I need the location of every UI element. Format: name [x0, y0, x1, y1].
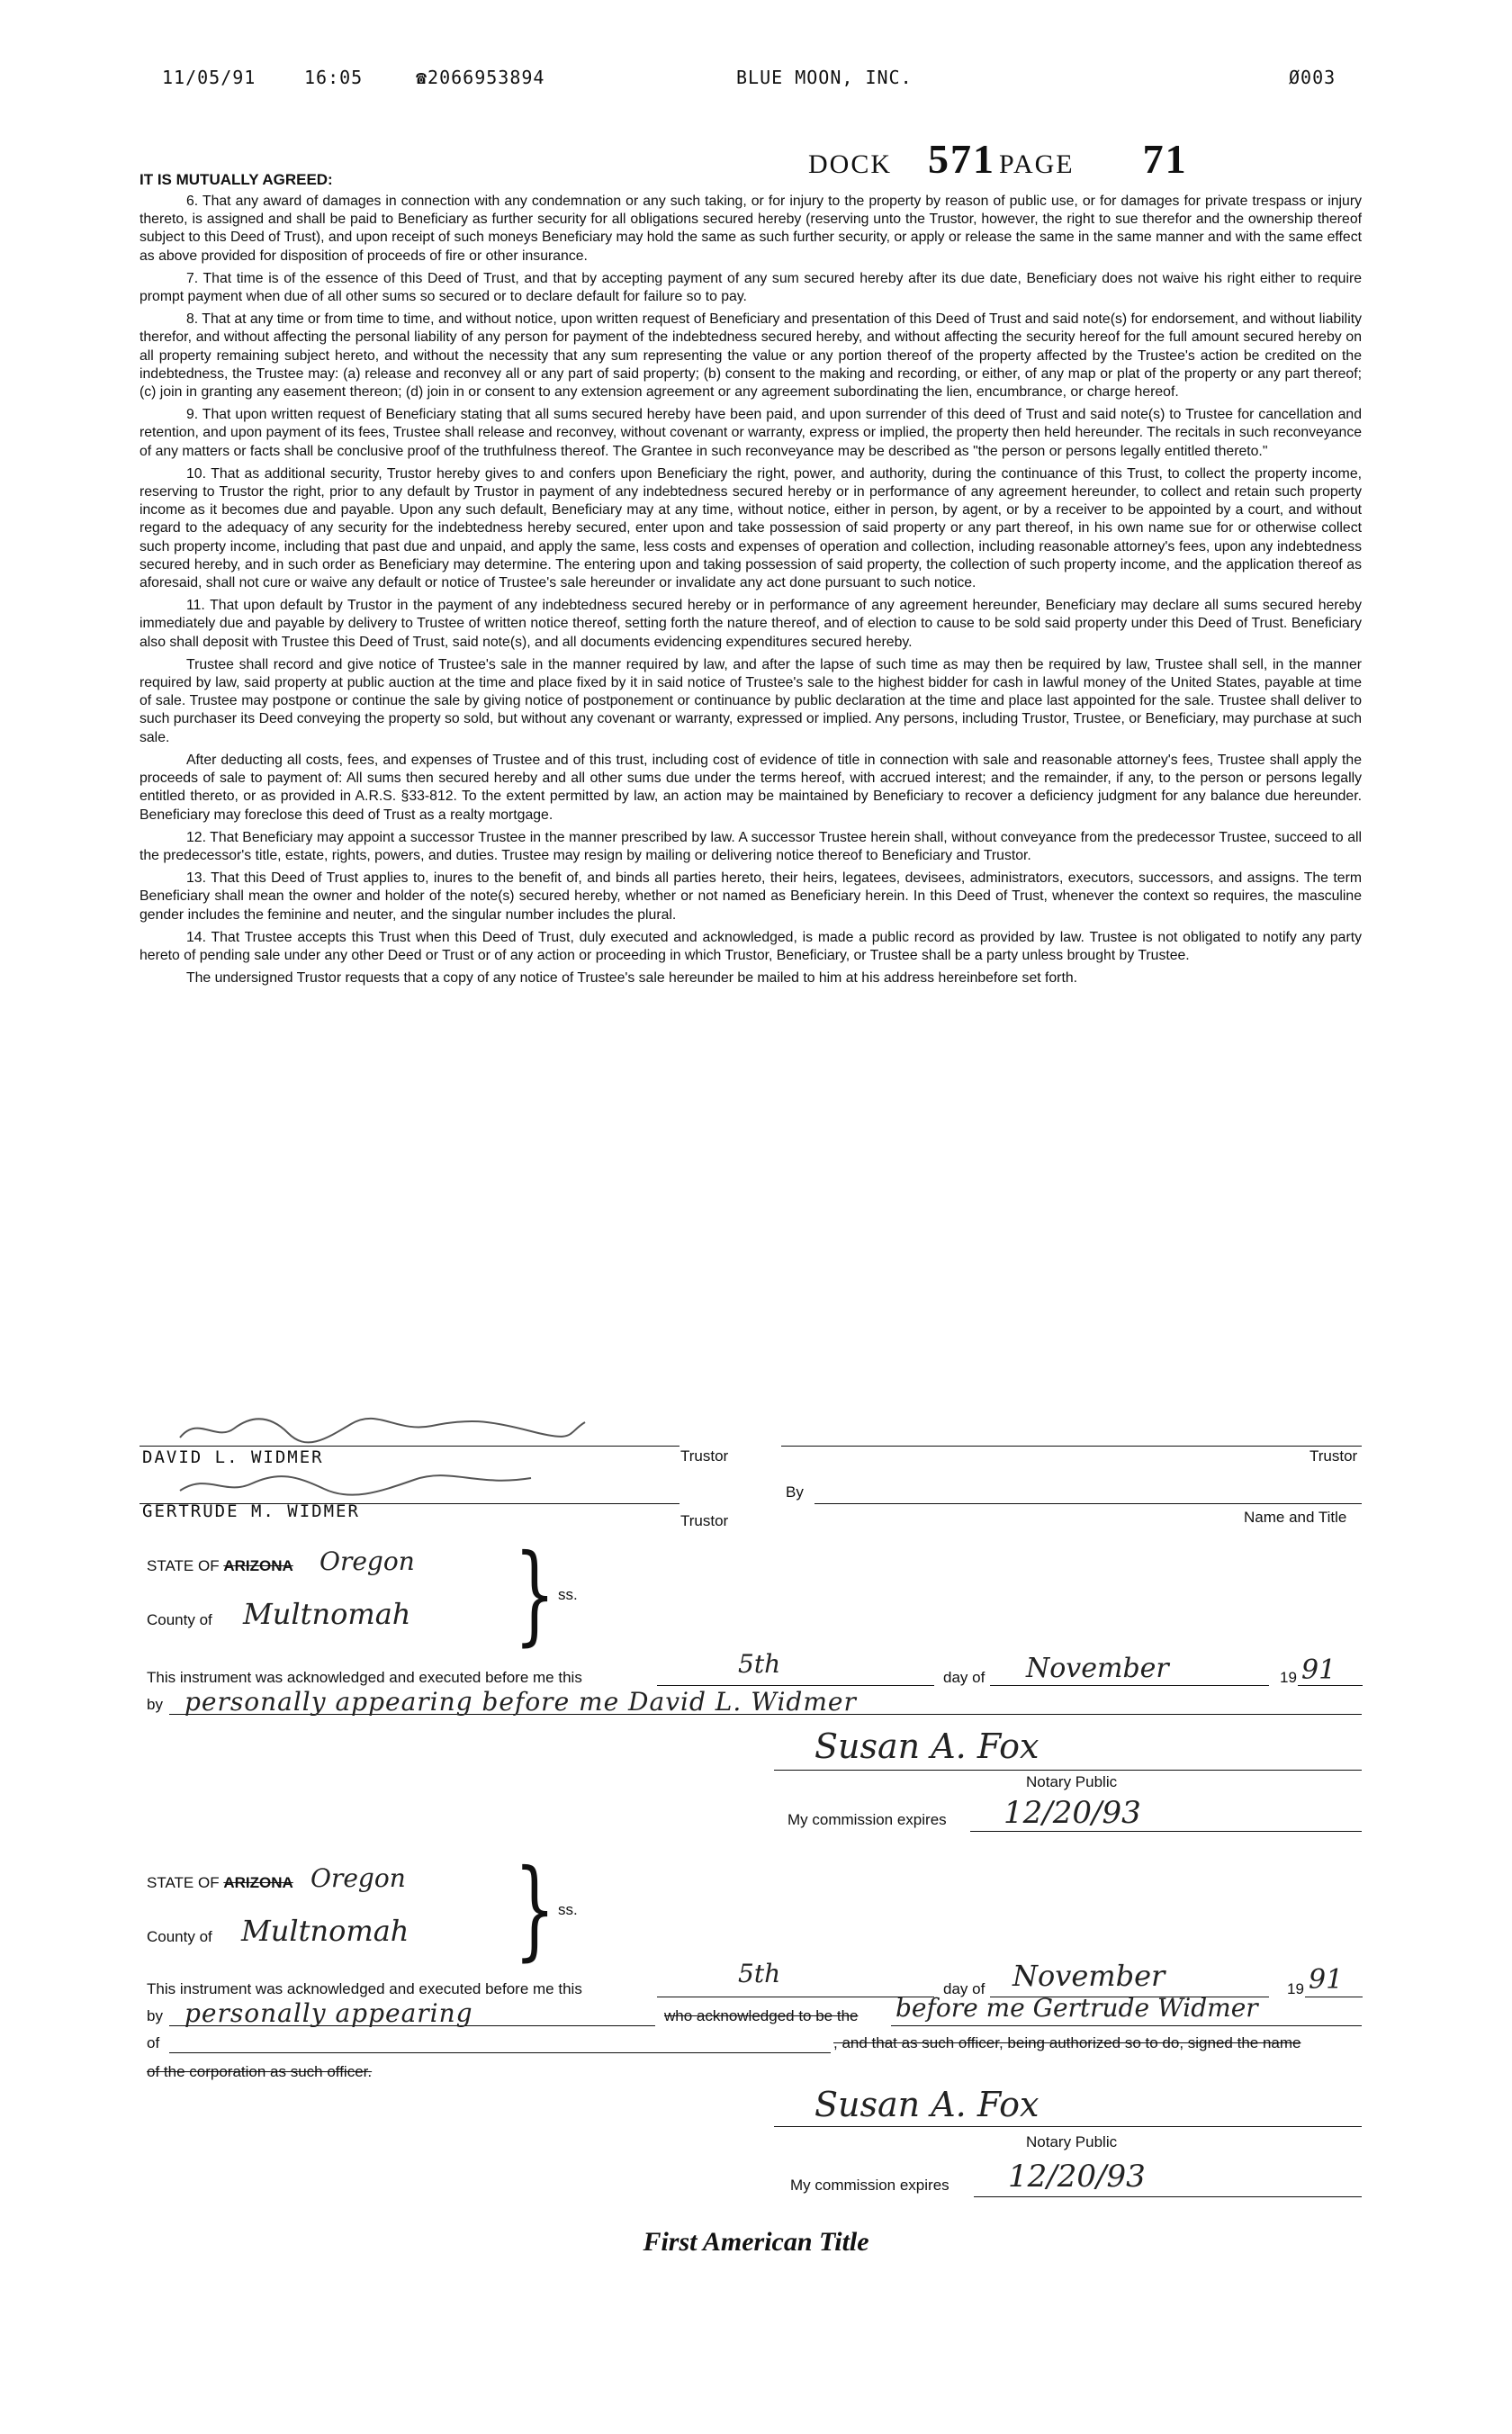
- fax-date: 11/05/91: [162, 67, 256, 88]
- notary2-month-hand: November: [1012, 1959, 1166, 1993]
- notary2-officer-text: , and that as such officer, being authorized so to do, signed the name: [833, 2034, 1301, 2051]
- notary2-ss: ss.: [558, 1901, 578, 1918]
- page-number: 71: [1142, 136, 1188, 182]
- notary1-state: STATE OF ARIZONA: [147, 1557, 293, 1574]
- notary2-day-hand: 5th: [738, 1959, 781, 1988]
- notary1-commission-hand: 12/20/93: [1004, 1795, 1141, 1831]
- notary1-state-hand: Oregon: [320, 1546, 415, 1576]
- agreement-body: [140, 193, 1362, 992]
- notary1-month-hand: November: [1026, 1653, 1169, 1684]
- notary2-commission-label: My commission expires: [790, 2177, 950, 2194]
- notary2-year-hand: 91: [1309, 1964, 1344, 1996]
- fax-phone: ☎2066953894: [416, 67, 545, 88]
- fax-time: 16:05: [304, 67, 364, 88]
- notary1-ack-text: This instrument was acknowledged and executed before me this: [147, 1669, 582, 1686]
- notary1-commission-label: My commission expires: [788, 1811, 947, 1828]
- paragraph-10: 10. That as additional security, Trustor hereby gives to and confers upon Beneficiary the right, power, and authority, during the continuance of this Trust, to collect the property income, reserving to Trustor the right, prior to any default by Trustor in payment of any indebtedness secured hereby or in performance of any agreement hereunder, to collect and retain such property income as it becomes due and payable. Upon any such default, Beneficiary may at any time, without notice, either in person, by agent, or by a receiver to be appointed by a court, and without regard to the adequacy of any security for the indebtedness hereby secured, enter upon and take possession of said property or any part thereof, in his own name sue for or otherwise collect such property income, including that past due and unpaid, and apply the same, less costs and expenses of operation and collection, including reasonable attorney's fees, upon any indebtedness secured hereby, and in such order as Beneficiary may determine. The entering upon and taking possession of said property, the collection of such property income, and the application thereof as aforesaid, shall not cure or waive any default or notice of Trustee's sale hereunder or invalidate any act done pursuant to such notice.: [140, 465, 1362, 591]
- notary2-signature-line: [774, 2126, 1362, 2127]
- by-label: By: [786, 1483, 804, 1501]
- section-heading: IT IS MUTUALLY AGREED:: [140, 171, 333, 188]
- notary1-by-label: by: [147, 1696, 163, 1713]
- notary2-commission-line: [974, 2196, 1362, 2197]
- notary2-signature: Susan A. Fox: [814, 2085, 1040, 2124]
- notary2-of-label: of: [147, 2034, 160, 2051]
- dock-label: DOCK: [808, 149, 893, 179]
- notary2-county-label: County of: [147, 1928, 212, 1945]
- notary1-county-hand: Multnomah: [243, 1597, 411, 1631]
- notary1-year-prefix: 19: [1280, 1669, 1297, 1686]
- notary2-of-line: [169, 2052, 831, 2053]
- trustor3-line: [781, 1446, 1362, 1447]
- paragraph-14: 14. That Trustee accepts this Trust when this Deed of Trust, duly executed and acknowledged, is made a public record as provided by law. Trustee is not obligated to notify any party hereto of pending sale under any other Deed or Trust or of any action or proceeding in which Trustor, Beneficiary, or Trustee shall be a party unless brought by Trustee.: [140, 929, 1362, 963]
- notary1-brace: }: [514, 1532, 556, 1657]
- notary2-who-ack: who acknowledged to be the: [664, 2007, 859, 2024]
- notary2-commission-hand: 12/20/93: [1008, 2159, 1146, 2195]
- notary1-day-of: day of: [943, 1669, 986, 1686]
- notary2-by-label: by: [147, 2007, 163, 2024]
- notary2-county-hand: Multnomah: [241, 1914, 410, 1948]
- page-label: PAGE: [999, 149, 1075, 179]
- notary2-ack-text: This instrument was acknowledged and executed before me this: [147, 1980, 582, 1997]
- trustor2-name: GERTRUDE M. WIDMER: [142, 1501, 360, 1521]
- paragraph-9: 9. That upon written request of Beneficiary stating that all sums secured hereby have been paid, and upon surrender of this deed of Trust and said note(s) to Trustee for cancellation and retention, and upon payment of its fees, Trustee shall release and reconvey, without covenant or warranty, express or implied, the property then held hereunder. The recitals in such reconveyance of any matters or facts shall be conclusive proof of the truthfulness thereof. The Grantee in such reconveyance may be described as "the person or persons legally entitled thereto.": [140, 407, 1362, 459]
- footer-title: First American Title: [643, 2227, 869, 2257]
- notary1-signature: Susan A. Fox: [814, 1726, 1040, 1766]
- notary2-by-hand: personally appearing: [184, 1998, 473, 2028]
- notary1-month-line: [990, 1685, 1269, 1686]
- paragraph-13: 13. That this Deed of Trust applies to, inures to the benefit of, and binds all parties hereto, their heirs, legatees, devisees, administrators, executors, successors, and assigns. The term Beneficiary shall mean the owner and holder of the note(s) secured hereby, whether or not named as Beneficiary herein. In this Deed of Trust, whenever the context so requires, the masculine gender includes the feminine and neuter, and the singular number includes the plural.: [140, 870, 1362, 923]
- dock-number: 571: [928, 136, 996, 182]
- paragraph-trustee-sale: Trustee shall record and give notice of Trustee's sale in the manner required by law, and after the lapse of such time as may then be required by law, Trustee shall sell, in the manner required by law, said property at public auction at the time and place fixed by it in said notice of Trustee's sale to the highest bidder for cash in lawful money of the United States, payable at time of sale. Trustee may postpone or continue the sale by giving notice of postponement or continuance by public declaration at the time and place last appointed for the sale. Trustee shall deliver to such purchaser its Deed conveying the property so sold, but without any covenant or warranty, expressed or implied. Any persons, including Trustor, Trustee, or Beneficiary, may purchase at such sale.: [140, 656, 1362, 745]
- paragraph-7: 7. That time is of the essence of this Deed of Trust, and that by accepting payment of any sum secured hereby after its due date, Beneficiary does not waive his right either to require prompt payment when due of all other sums so secured or to declare default for failure so to pay.: [140, 270, 1362, 305]
- fax-company: BLUE MOON, INC.: [736, 67, 913, 88]
- notary2-year-prefix: 19: [1287, 1980, 1304, 1997]
- notary2-notary-label: Notary Public: [1026, 2133, 1118, 2150]
- trustor1-signature: [171, 1406, 594, 1451]
- trustor2-signature: [171, 1465, 549, 1501]
- notary1-year-hand: 91: [1301, 1654, 1336, 1686]
- paragraph-6: 6. That any award of damages in connection with any condemnation or any such taking, or for injury to the property by reason of public use, or for damages for private trespass or injury thereto, is assigned and shall be paid to Beneficiary as further security for all obligations secured hereby (reserving unto the Trustor, however, the right to sue therefor and the ownership thereof subject to this Deed of Trust), and upon receipt of such moneys Beneficiary may hold the same as such further security, or apply or release the same in the same manner and with the same effect as above provided for disposition of proceeds of fire or other insurance.: [140, 194, 1362, 264]
- notary1-signature-line: [774, 1770, 1362, 1771]
- notary2-state: STATE OF ARIZONA: [147, 1874, 293, 1891]
- trustor1-label: Trustor: [680, 1447, 729, 1465]
- notary1-day-hand: 5th: [738, 1649, 781, 1679]
- notary1-commission-line: [970, 1831, 1362, 1832]
- paragraph-12: 12. That Beneficiary may appoint a successor Trustee in the manner prescribed by law. A successor Trustee herein shall, without conveyance from the predecessor Trustee, succeed to all the predecessor's title, estate, rights, powers, and duties. Trustee may resign by mailing or delivering notice thereof to Beneficiary and Trustor.: [140, 829, 1362, 863]
- trustor3-label: Trustor: [1310, 1447, 1358, 1465]
- name-title-label: Name and Title: [1244, 1509, 1347, 1526]
- notary2-who-line: [891, 2025, 1362, 2026]
- notary1-day-line: [657, 1685, 934, 1686]
- notary1-notary-label: Notary Public: [1026, 1773, 1118, 1790]
- paragraph-request-notice: The undersigned Trustor requests that a copy of any notice of Trustee's sale hereunder be mailed to him at his address hereinbefore set forth.: [186, 970, 1078, 987]
- notary2-who-hand: before me Gertrude Widmer: [896, 1993, 1258, 2023]
- notary1-year-line: [1298, 1685, 1363, 1686]
- trustor1-line: [140, 1446, 680, 1447]
- notary1-ss: ss.: [558, 1586, 578, 1603]
- notary2-corp-text: of the corporation as such officer.: [147, 2063, 373, 2080]
- docket-stamp: [808, 135, 1188, 183]
- paragraph-proceeds: After deducting all costs, fees, and expenses of Trustee and of this trust, including cost of evidence of title in connection with sale and reasonable attorney's fees, Trustee shall apply the proceeds of sale to payment of: All sums then secured hereby and all other sums due under the terms hereof, with accrued interest; and the remainder, if any, to the person or persons legally entitled thereto, or as provided in A.R.S. §33-812. To the extent permitted by law, an action may be maintained by Beneficiary to recover a deficiency judgment for any balance due hereunder. Beneficiary may foreclose this deed of Trust as a realty mortgage.: [140, 752, 1362, 823]
- notary1-county-label: County of: [147, 1611, 212, 1628]
- trustor2-label: Trustor: [680, 1512, 729, 1529]
- notary2-day-of: day of: [943, 1980, 986, 1997]
- trustor1-name: DAVID L. WIDMER: [142, 1447, 324, 1467]
- by-line: [814, 1503, 1362, 1504]
- notary2-state-hand: Oregon: [310, 1863, 406, 1893]
- notary2-brace: }: [514, 1847, 556, 1972]
- paragraph-11: 11. That upon default by Trustor in the payment of any indebtedness secured hereby or in performance of any agreement hereunder, Beneficiary may declare all sums secured hereby immediately due and payable by delivery to Trustee of written notice thereof, setting forth the nature thereof, and of election to cause to be sold said property under this Deed of Trust. Beneficiary also shall deposit with Trustee this Deed of Trust, said note(s), and all documents evidencing expenditures secured hereby.: [140, 598, 1362, 650]
- notary1-by-hand: personally appearing before me David L. Widmer: [184, 1687, 857, 1717]
- paragraph-8: 8. That at any time or from time to time, and without notice, upon written request of Beneficiary and presentation of this Deed of Trust and said note(s) for endorsement, and without liability therefor, and without affecting the personal liability of any person for payment of the indebtedness secured hereby, and without affecting the security hereof for the full amount secured hereby on all property remaining subject hereto, and without the necessity that any sum representing the value or any portion thereof of the property affected by the Trustee's action be credited on the indebtedness, the Trustee may: (a) release and reconvey all or any part of said property; (b) consent to the making and recording, or either, of any map or plat of the property or any part thereof; (c) join in granting any easement thereon; (d) join in or consent to any extension agreement or any agreement subordinating the lien, encumbrance, or charge hereof.: [140, 311, 1362, 401]
- fax-page-number: Ø003: [1289, 67, 1336, 88]
